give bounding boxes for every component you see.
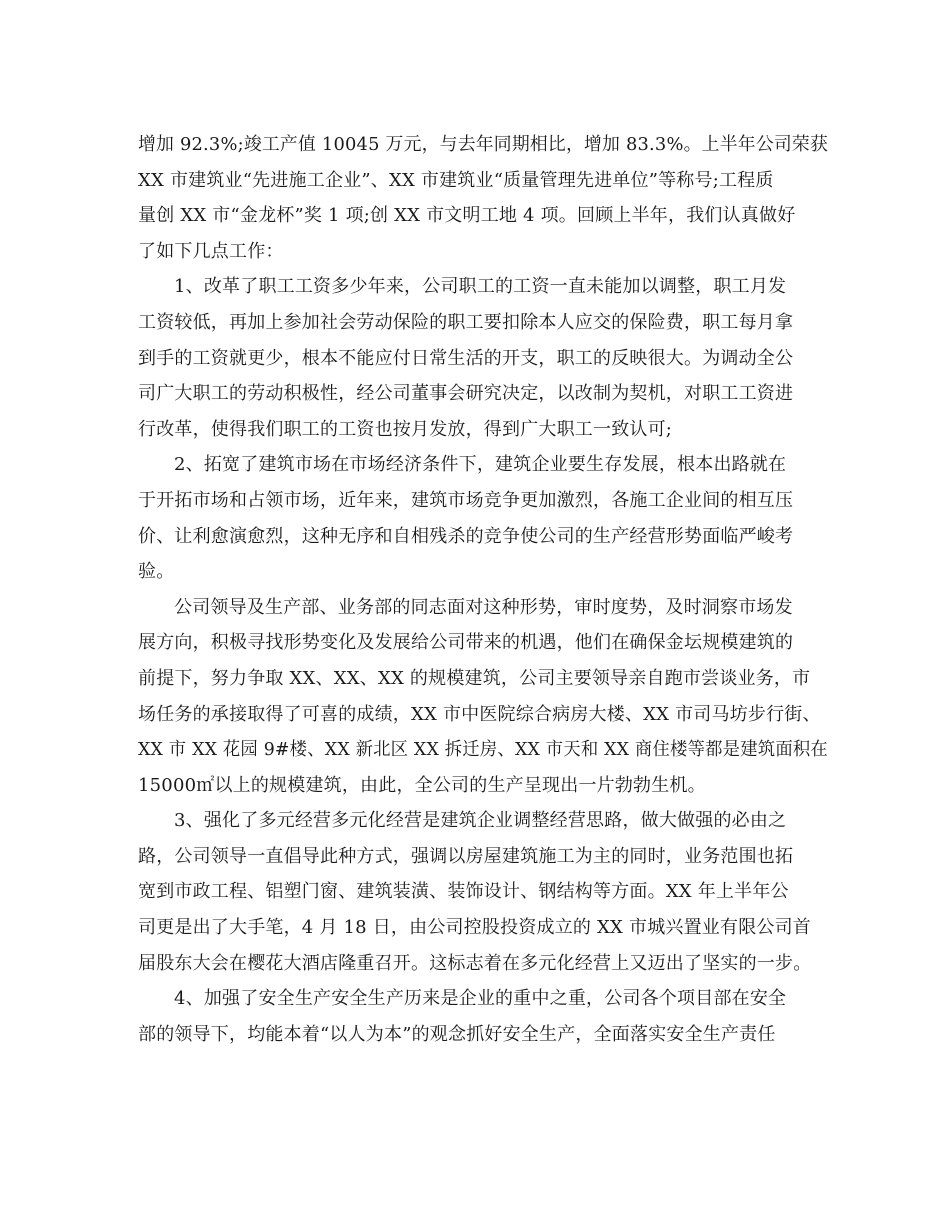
text-run: 届股东大会在樱花大酒店隆重召开。这标志着在多元化经营上又迈出了坚实的一步。: [138, 952, 812, 974]
text-run: 前提下，努力争取 XX、XX、XX 的规模建筑，公司主要领导亲自跑市尝谈业务，市: [138, 667, 811, 689]
text-line: [138, 732, 828, 768]
paragraph-first-line: [138, 803, 818, 839]
text-run: 4、加强了安全生产安全生产历来是企业的重中之重，公司各个项目部在安全: [174, 988, 787, 1010]
text-line: [138, 483, 818, 519]
text-line: [138, 127, 828, 163]
text-run: XX 市建筑业“先进施工企业”、XX 市建筑业“质量管理先进单位”等称号;工程质: [138, 169, 774, 191]
text-run: 展方向，积极寻找形势变化及发展给公司带来的机遇，他们在确保金坛规模建筑的: [138, 632, 794, 654]
text-line: [138, 341, 818, 377]
text-run: 宽到市政工程、铝塑门窗、建筑装潢、装饰设计、钢结构等方面。XX 年上半年公: [138, 881, 789, 903]
text-run: 司更是出了大手笔，4 月 18 日，由公司控股投资成立的 XX 市城兴置业有限公司首: [138, 917, 811, 939]
text-line: [138, 839, 818, 875]
text-run: 1、改革了职工工资多少年来，公司职工的工资一直未能加以调整，职工月发: [174, 276, 787, 298]
text-run: 价、让利愈演愈烈，这种无序和自相残杀的竞争使公司的生产经营形势面临严峻考: [138, 525, 794, 547]
text-line: [138, 697, 821, 733]
text-run: 验。: [138, 561, 175, 583]
text-run: 公司领导及生产部、业务部的同志面对这种形势，审时度势，及时洞察市场发: [174, 596, 793, 618]
text-line: [138, 305, 818, 341]
text-run: 部的领导下，均能本着“以人为本”的观念抓好安全生产，全面落实安全生产责任: [138, 1023, 776, 1045]
text-run: 15000㎡以上的规模建筑，由此，全公司的生产呈现出一片勃勃生机。: [138, 774, 706, 796]
text-line: [138, 519, 818, 555]
text-line: [138, 412, 818, 448]
text-run: 场任务的承接取得了可喜的成绩，XX 市中医院综合病房大楼、XX 市司马坊步行街、: [138, 703, 821, 725]
text-run: 工资较低，再加上参加社会劳动保险的职工要扣除本人应交的保险费，职工每月拿: [138, 311, 794, 333]
text-run: 行改革，使得我们职工的工资也按月发放，得到广大职工一致认可;: [138, 418, 673, 440]
text-run: 3、强化了多元经营多元化经营是建筑企业调整经营思路，做大做强的必由之: [174, 810, 787, 832]
text-line: [138, 234, 818, 270]
text-line: [138, 554, 818, 590]
text-line: [138, 163, 818, 199]
paragraph-first-line: [138, 590, 818, 626]
text-run: 增加 92.3%;竣工产值 10045 万元，与去年同期相比，增加 83.3%。上半年公司荣获: [138, 134, 828, 155]
paragraph-first-line: [138, 269, 818, 305]
text-run: 司广大职工的劳动积极性，经公司董事会研究决定，以改制为契机，对职工工资进: [138, 383, 794, 405]
document-body: [138, 127, 828, 1052]
text-run: 量创 XX 市“金龙杯”奖 1 项;创 XX 市文明工地 4 项。回顾上半年，我们认真做好: [138, 205, 796, 227]
text-line: [138, 874, 818, 910]
text-run: 路，公司领导一直倡导此种方式，强调以房屋建筑施工为主的同时，业务范围也拓: [138, 845, 794, 867]
text-line: [138, 625, 818, 661]
text-line: [138, 768, 818, 804]
paragraph-first-line: [138, 981, 818, 1017]
paragraph-first-line: [138, 447, 818, 483]
text-run: 于开拓市场和占领市场，近年来，建筑市场竞争更加激烈，各施工企业间的相互压: [138, 489, 794, 511]
text-run: 了如下几点工作：: [138, 240, 284, 262]
text-line: [138, 1017, 818, 1053]
text-run: XX 市 XX 花园 9#楼、XX 新北区 XX 拆迁房、XX 市天和 XX 商住楼等都是建筑面积在: [138, 739, 828, 761]
text-line: [138, 376, 818, 412]
text-line: [138, 661, 818, 697]
text-run: 到手的工资就更少，根本不能应付日常生活的开支，职工的反映很大。为调动全公: [138, 347, 794, 369]
text-line: [138, 946, 818, 982]
text-line: [138, 910, 818, 946]
text-line: [138, 198, 818, 234]
text-run: 2、拓宽了建筑市场在市场经济条件下，建筑企业要生存发展，根本出路就在: [174, 454, 787, 476]
